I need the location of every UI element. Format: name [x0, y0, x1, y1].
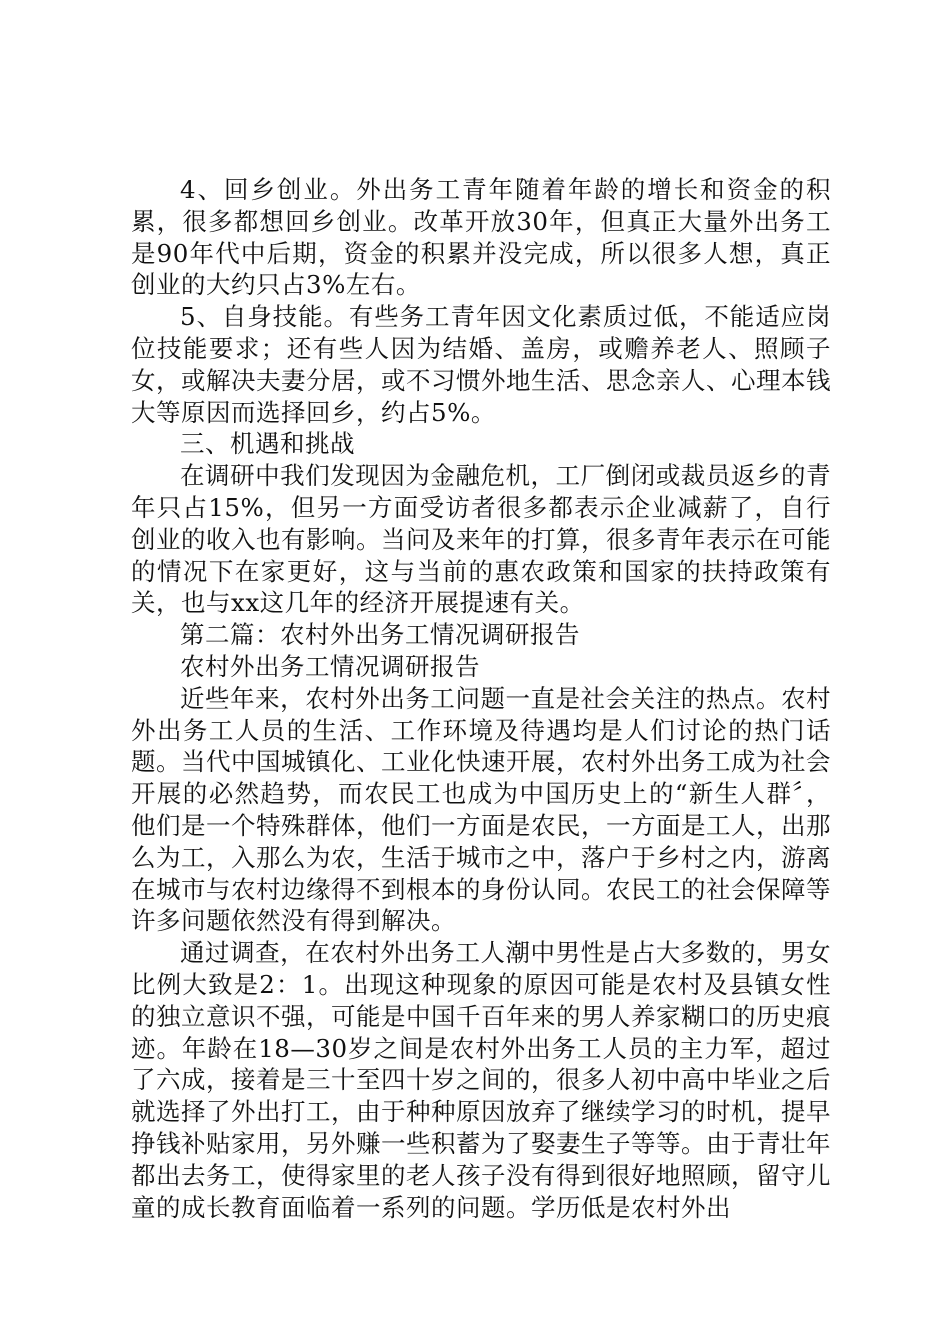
paragraph-introduction: 近些年来，农村外出务工问题一直是社会关注的热点。农村外出务工人员的生活、工作环境及待遇均是人们讨论的热门话题。当代中国城镇化、工业化快速开展，农村外出务工成为社会开展的必然趋势，而农民工也成为中国历史上的“新生人群〞，他们是一个特殊群体，他们一方面是农民，一方面是工人，出那么为工，入那么为农，生活于城市之中，落户于乡村之内，游离在城市与农村边缘得不到根本的身份认同。农民工的社会保障等许多问题依然没有得到解决。: [131, 683, 831, 936]
document-body: [131, 174, 831, 1223]
section-heading-opportunities-challenges: 三、机遇和挑战: [180, 429, 355, 459]
paragraph-personal-skills: 5、自身技能。有些务工青年因文化素质过低，不能适应岗位技能要求；还有些人因为结婚、盖房，或赡养老人、照顾子女，或解决夫妻分居，或不习惯外地生活、思念亲人、心理本钱大等原因而选择回乡，约占5%。: [131, 302, 831, 427]
paragraph-return-home-entrepreneurship: 4、回乡创业。外出务工青年随着年龄的增长和资金的积累，很多都想回乡创业。改革开放30年，但真正大量外出务工是90年代中后期，资金的积累并没完成，所以很多人想，真正创业的大约只占3%左右。: [131, 175, 831, 300]
chapter-heading-part-two: 第二篇：农村外出务工情况调研报告: [180, 620, 580, 650]
paragraph-survey-results: 通过调查，在农村外出务工人潮中男性是占大多数的，男女比例大致是2：1。出现这种现象的原因可能是农村及县镇女性的独立意识不强，可能是中国千百年来的男人养家糊口的历史痕迹。年龄在18—30岁之间是农村外出务工人员的主力军，超过了六成，接着是三十至四十岁之间的，很多人初中高中毕业之后就选择了外出打工，由于种种原因放弃了继续学习的时机，提早挣钱补贴家用，另外赚一些积蓄为了娶妻生子等等。由于青壮年都出去务工，使得家里的老人孩子没有得到很好地照顾，留守儿童的成长教育面临着一系列的问题。学历低是农村外出: [131, 938, 831, 1222]
paragraph-research-findings: 在调研中我们发现因为金融危机，工厂倒闭或裁员返乡的青年只占15%，但另一方面受访者很多都表示企业减薪了，自行创业的收入也有影响。当问及来年的打算，很多青年表示在可能的情况下在家更好，这与当前的惠农政策和国家的扶持政策有关，也与xx这几年的经济开展提速有关。: [131, 461, 831, 618]
report-title: 农村外出务工情况调研报告: [180, 651, 480, 681]
